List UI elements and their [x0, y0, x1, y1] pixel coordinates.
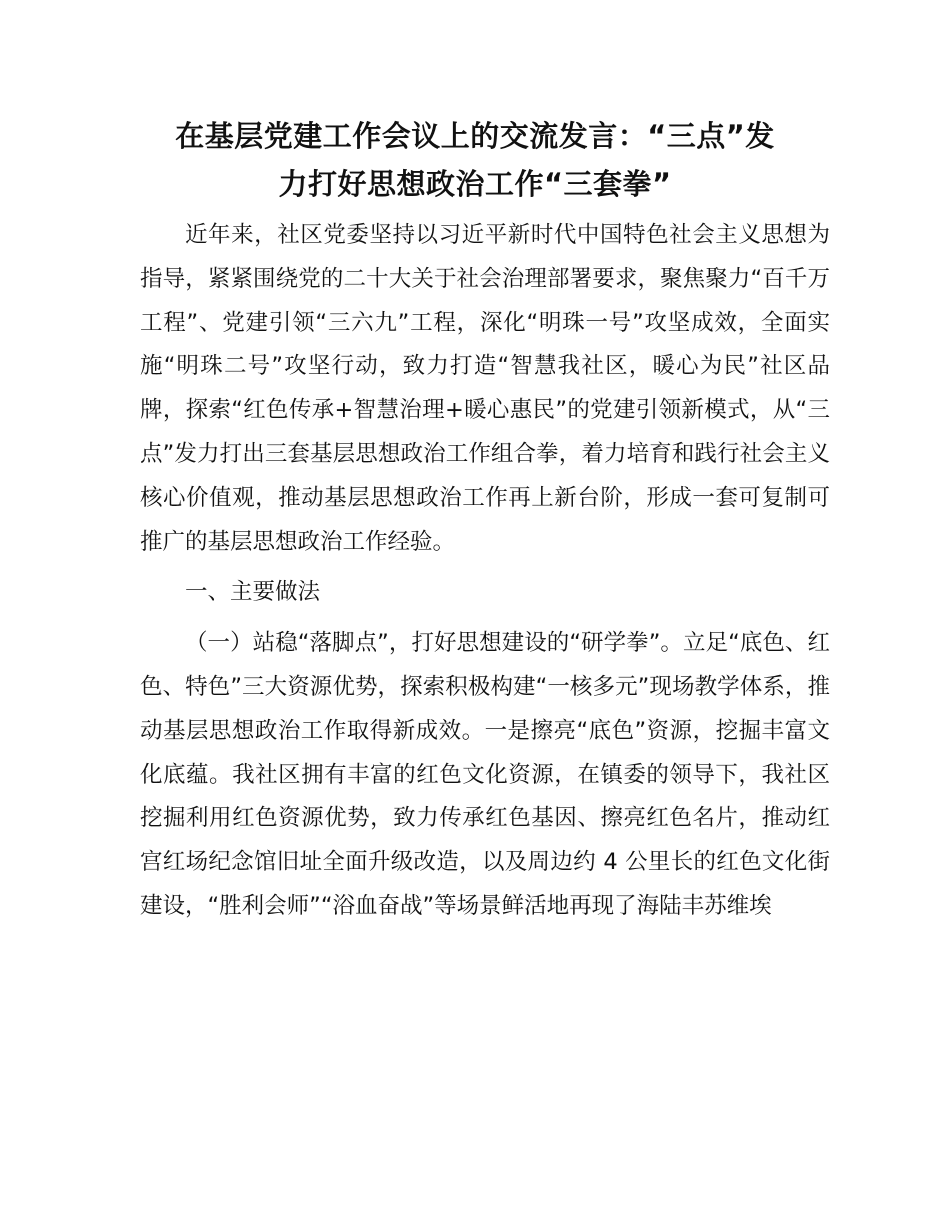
section-paragraph: （一）站稳“落脚点”，打好思想建设的“研学拳”。立足“底色、红色、特色”三大资源优势，探索积极构建“一核多元”现场教学体系，推动基层思想政治工作取得新成效。一是擦亮“底色”资源，挖掘丰富文化底蕴。我社区拥有丰富的红色文化资源，在镇委的领导下，我社区挖掘利用红色资源优势，致力传承红色基因、擦亮红色名片，推动红宫红场纪念馆旧址全面升级改造，以及周边约 4 公里长的红色文化街建设，“胜利会师”“浴血奋战”等场景鲜活地再现了海陆丰苏维埃 [140, 630, 830, 919]
title-line-2: 力打好思想政治工作“三套拳” [278, 167, 672, 201]
intro-paragraph: 近年来，社区党委坚持以习近平新时代中国特色社会主义思想为指导，紧紧围绕党的二十大关于社会治理部署要求，聚焦聚力“百千万工程”、党建引领“三六九”工程，深化“明珠一号”攻坚成效，全面实施“明珠二号”攻坚行动，致力打造“智慧我社区，暖心为民”社区品牌，探索“红色传承+智慧治理+暖心惠民”的党建引领新模式，从“三点”发力打出三套基层思想政治工作组合拳，着力培育和践行社会主义核心价值观，推动基层思想政治工作再上新台阶，形成一套可复制可推广的基层思想政治工作经验。 [140, 222, 830, 555]
document-title [120, 112, 830, 208]
section-heading: 一、主要做法 [185, 579, 321, 606]
document-body [140, 214, 830, 929]
title-line-1: 在基层党建工作会议上的交流发言：“三点”发 [175, 119, 775, 153]
